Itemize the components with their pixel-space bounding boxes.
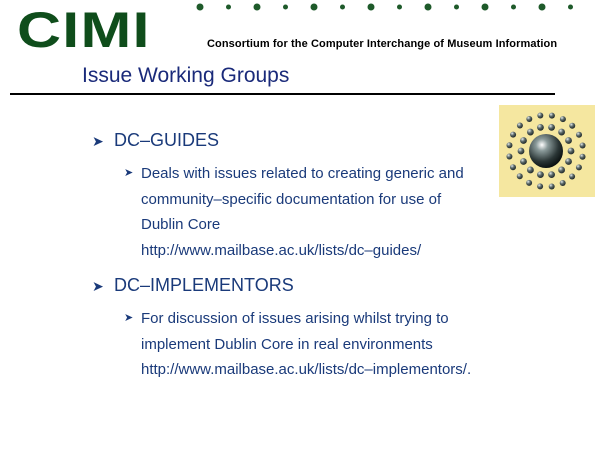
small-sphere	[569, 173, 575, 179]
small-sphere	[565, 137, 572, 144]
description-line: Deals with issues related to creating generic and	[141, 165, 464, 182]
small-sphere	[518, 148, 525, 155]
arrow-bullet-icon: ➤	[92, 133, 104, 149]
header-dot	[226, 5, 231, 10]
group-description-dc-implementors	[124, 306, 504, 383]
header-dot	[283, 5, 288, 10]
small-sphere	[527, 129, 534, 136]
header-dot	[368, 4, 375, 11]
description-line: For discussion of issues arising whilst trying to	[141, 310, 449, 327]
group-name: DC–GUIDES	[114, 130, 220, 150]
header-dot	[511, 5, 516, 10]
small-sphere	[537, 183, 543, 189]
small-sphere	[560, 180, 566, 186]
small-sphere	[517, 123, 523, 129]
small-sphere	[569, 123, 575, 129]
small-sphere	[527, 167, 534, 174]
header-dot	[254, 4, 261, 11]
small-sphere	[565, 158, 572, 165]
slide-title: Issue Working Groups	[82, 64, 290, 87]
small-sphere	[580, 142, 586, 148]
small-sphere	[560, 116, 566, 122]
small-sphere	[548, 124, 555, 131]
header-dot	[482, 4, 489, 11]
description-line: Dublin Core	[141, 216, 221, 233]
small-sphere	[517, 173, 523, 179]
cimi-logo: CIMI	[17, 2, 151, 58]
arrow-bullet-icon: ➤	[124, 312, 134, 324]
small-sphere	[549, 113, 555, 119]
header-dot	[197, 4, 204, 11]
small-sphere	[576, 164, 582, 170]
group-description-dc-guides	[124, 161, 504, 263]
description-line: implement Dublin Core in real environments	[141, 335, 433, 353]
small-sphere	[558, 129, 565, 136]
small-sphere	[537, 124, 544, 131]
arrow-bullet-icon: ➤	[124, 167, 134, 179]
small-sphere	[576, 132, 582, 138]
group-name: DC–IMPLEMENTORS	[114, 275, 294, 295]
title-divider	[10, 93, 555, 95]
small-sphere	[510, 164, 516, 170]
header-dot	[454, 5, 459, 10]
small-sphere	[506, 142, 512, 148]
header-dot	[397, 5, 402, 10]
arrow-bullet-icon: ➤	[92, 278, 104, 294]
header-dot	[568, 5, 573, 10]
header-dot	[311, 4, 318, 11]
small-sphere	[580, 154, 586, 160]
description-line: community–specific documentation for use of	[141, 190, 442, 208]
small-sphere	[548, 171, 555, 178]
small-sphere	[558, 167, 565, 174]
group-heading-dc-guides	[92, 130, 219, 151]
small-sphere	[537, 171, 544, 178]
header-dot	[539, 4, 546, 11]
small-sphere	[520, 137, 527, 144]
small-sphere	[549, 183, 555, 189]
small-sphere	[526, 116, 532, 122]
small-sphere	[568, 148, 575, 155]
small-sphere	[510, 132, 516, 138]
group-heading-dc-implementors	[92, 275, 294, 296]
header-dot	[340, 5, 345, 10]
small-sphere	[506, 154, 512, 160]
small-sphere	[537, 113, 543, 119]
sphere-dots-icon	[499, 105, 595, 197]
small-sphere	[526, 180, 532, 186]
small-sphere	[520, 158, 527, 165]
mailing-list-link[interactable]: http://www.mailbase.ac.uk/lists/dc–guides/	[141, 241, 422, 259]
org-name: Consortium for the Computer Interchange of Museum Information	[207, 38, 558, 50]
mailing-list-link[interactable]: http://www.mailbase.ac.uk/lists/dc–implementors/.	[141, 361, 472, 378]
header-dot	[425, 4, 432, 11]
